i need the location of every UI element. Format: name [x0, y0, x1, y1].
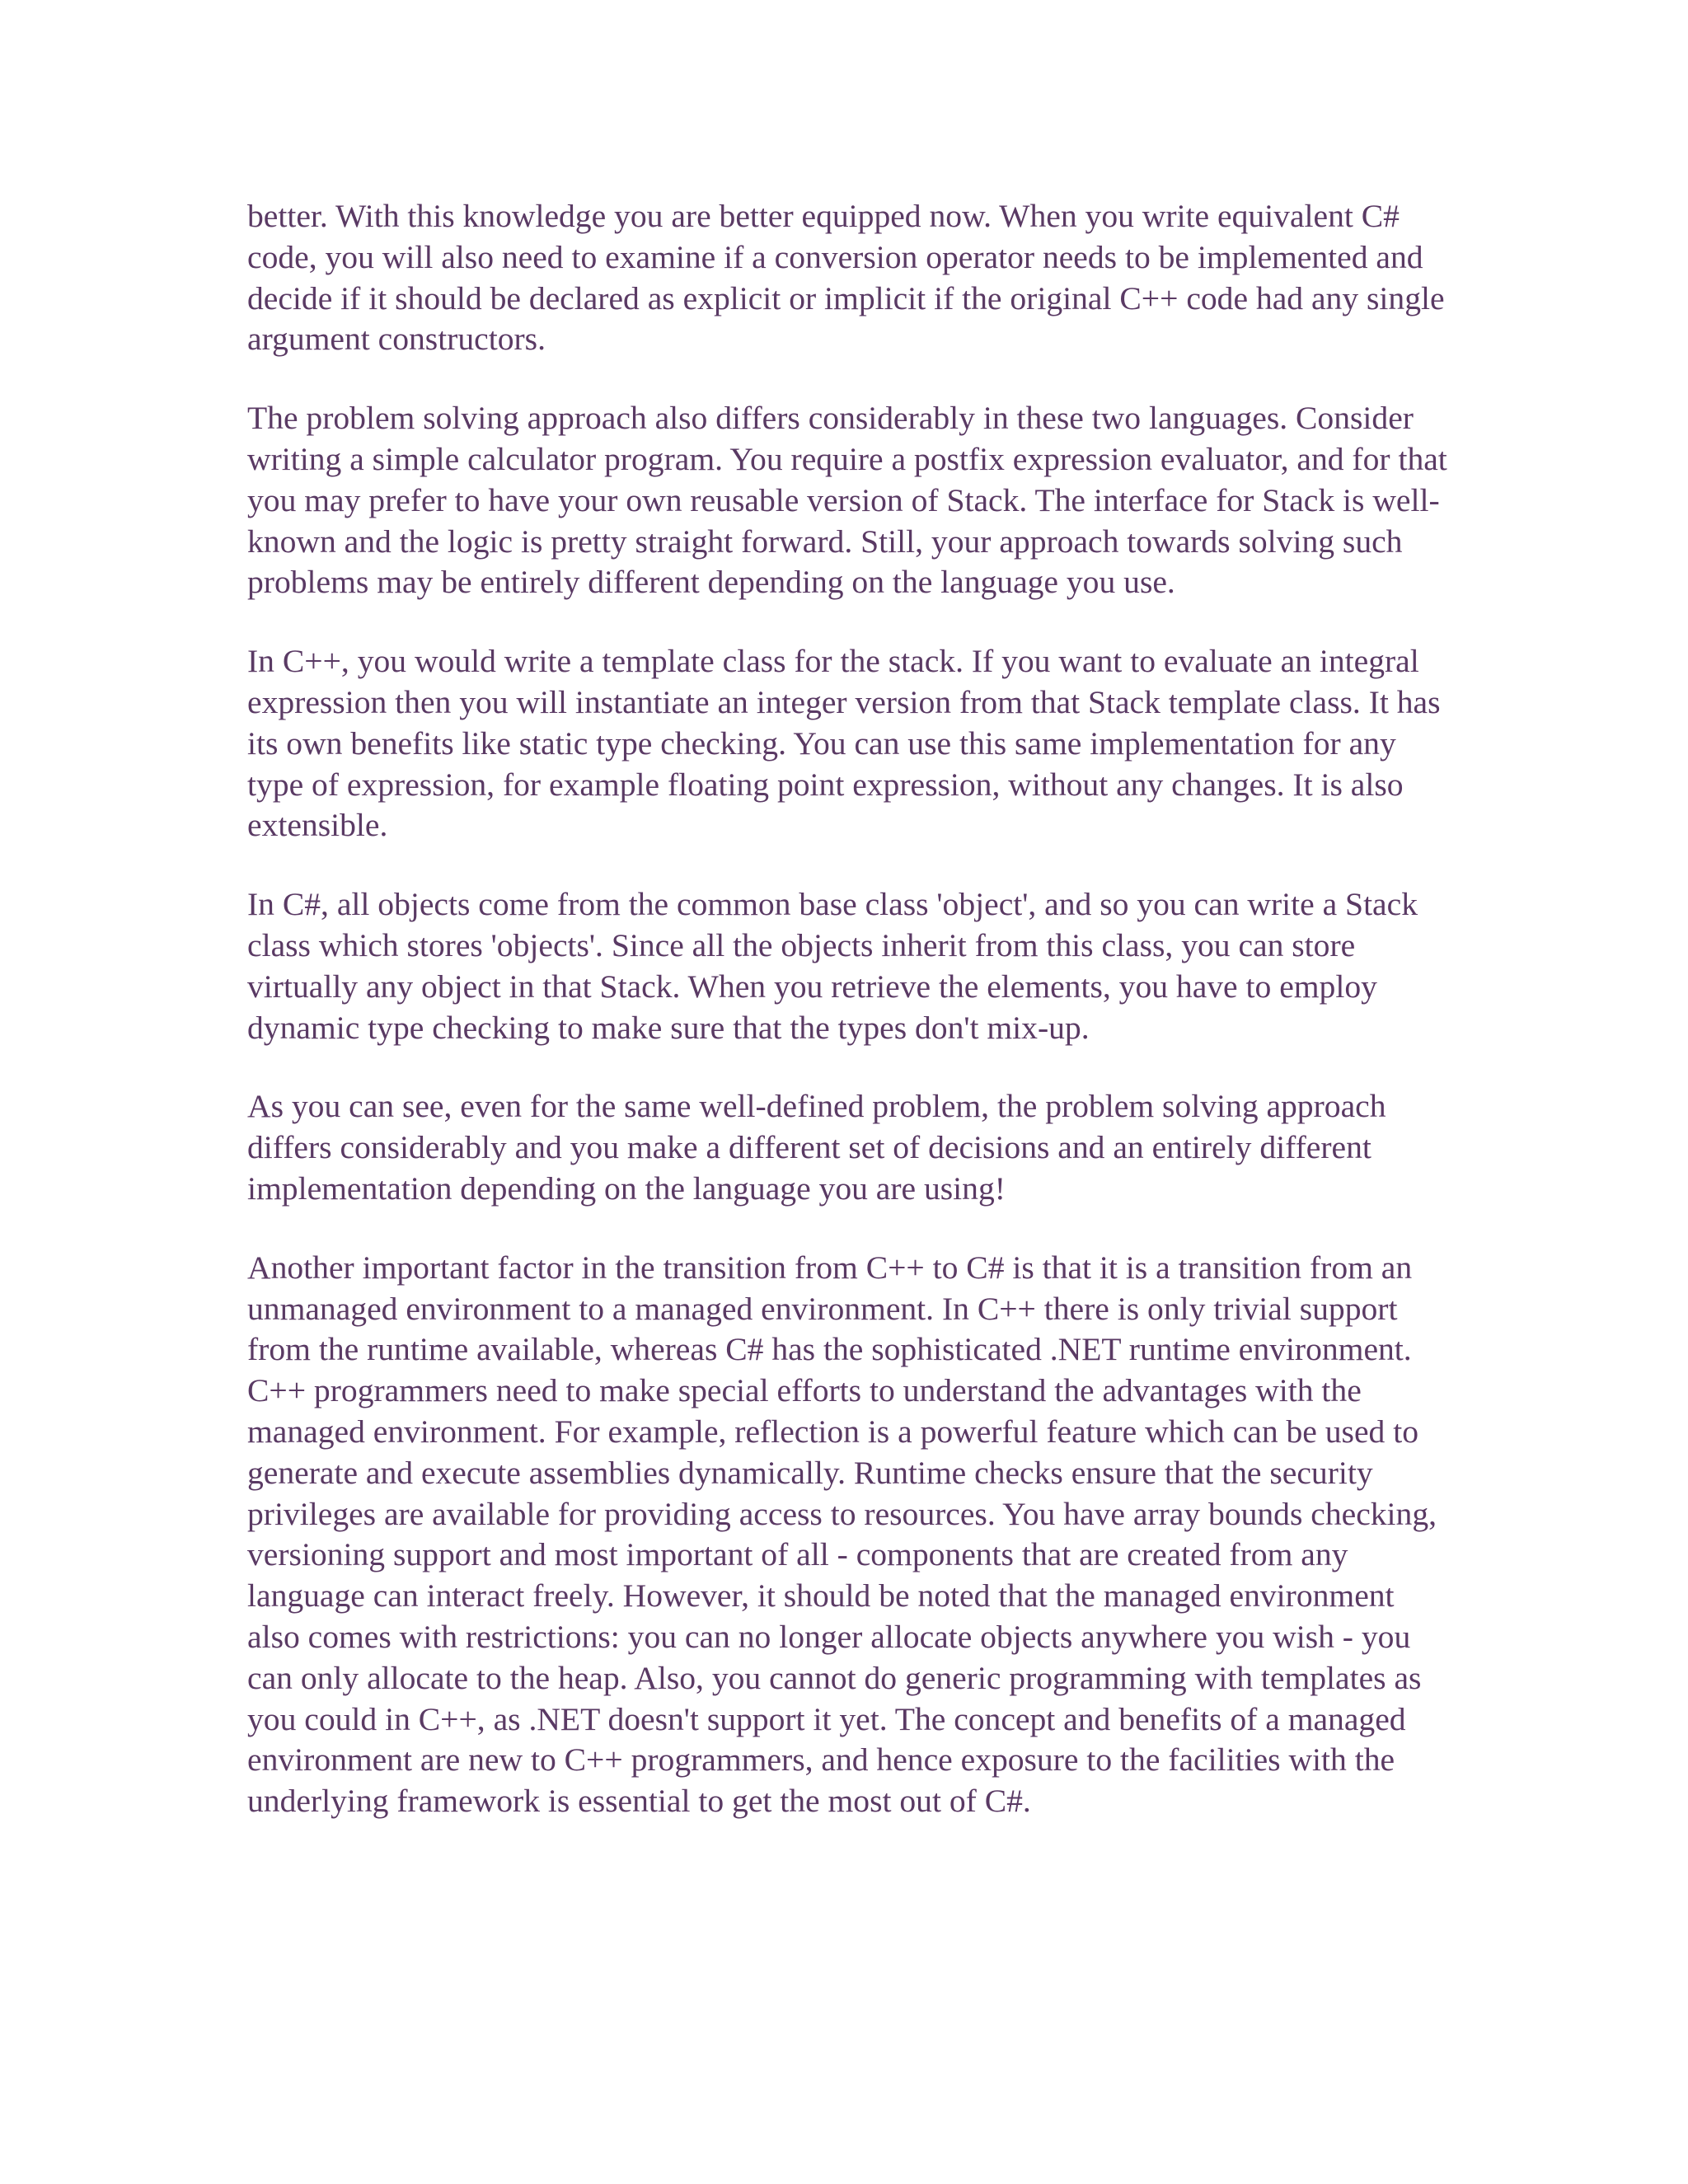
paragraph-cpp-templates: In C++, you would write a template class for the stack. If you want to evaluate an integral expression then you will instantiate an integer version from that Stack template class. It has its own benefits like static type checking. You can use this same implementation for any type of expression, for example floating point expression, without any changes. It is also extensible.	[247, 643, 1441, 844]
body-text	[247, 196, 1451, 1822]
paragraph-managed-environment: Another important factor in the transition from C++ to C# is that it is a transition from an unmanaged environment to a managed environment. In C++ there is only trivial support from the runtime available, whereas C# has the sophisticated .NET runtime environment. C++ programmers need to make special efforts to understand the advantages with the managed environment. For example, reflection is a powerful feature which can be used to generate and execute assemblies dynamically. Runtime checks ensure that the security privileges are available for providing access to resources. You have array bounds checking, versioning support and most important of all - components that are created from any language can interact freely. However, it should be noted that the managed environment also comes with restrictions: you can no longer allocate objects anywhere you wish - you can only allocate to the heap. Also, you cannot do generic programming with templates as you could in C++, as .NET doesn't support it yet. The concept and benefits of a managed environment are new to C++ programmers, and hence exposure to the facilities with the underlying framework is essential to get the most out of C#.	[247, 1249, 1437, 1820]
paragraph-problem-solving: The problem solving approach also differs considerably in these two languages. Consider writing a simple calculator program. You require a postfix expression evaluator, and for that you may prefer to have your own reusable version of Stack. The interface for Stack is well-known and the logic is pretty straight forward. Still, your approach towards solving such problems may be entirely different depending on the language you use.	[247, 400, 1447, 601]
paragraph-different-approach: As you can see, even for the same well-defined problem, the problem solving approach differs considerably and you make a different set of decisions and an entirely different implementation depending on the language you are using!	[247, 1088, 1386, 1207]
paragraph-csharp-objects: In C#, all objects come from the common base class 'object', and so you can write a Stack class which stores 'objects'. Since all the objects inherit from this class, you can store virtually any object in that Stack. When you retrieve the elements, you have to employ dynamic type checking to make sure that the types don't mix-up.	[247, 886, 1418, 1046]
paragraph-conversion-operators: better. With this knowledge you are better equipped now. When you write equivalent C# code, you will also need to examine if a conversion operator needs to be implemented and decide if it should be declared as explicit or implicit if the original C++ code had any single argument constructors.	[247, 198, 1445, 358]
